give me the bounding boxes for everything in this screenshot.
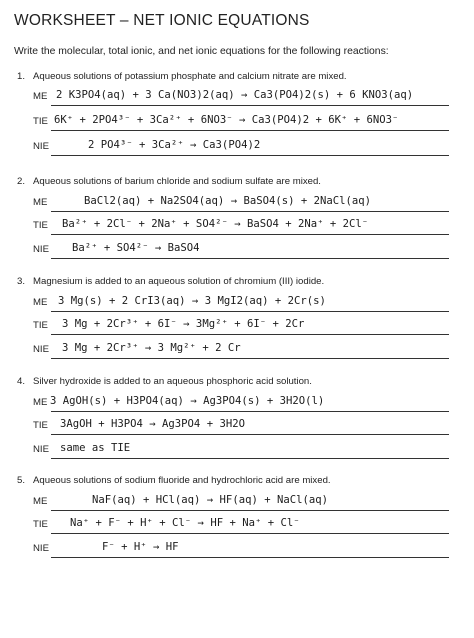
problem-number: 2. (17, 176, 26, 187)
problem-number: 3. (17, 276, 26, 287)
problem-text: Aqueous solutions of potassium phosphate and calcium nitrate are mixed. (33, 71, 347, 82)
answer-line (51, 458, 449, 459)
net-ionic-equation: 3 Mg + 2Cr³⁺ → 3 Mg²⁺ + 2 Cr (62, 342, 241, 354)
problem-number: 4. (17, 376, 26, 387)
tie-label: TIE (33, 420, 48, 431)
me-row (0, 291, 474, 315)
tie-row (0, 513, 474, 537)
problem-number: 5. (17, 475, 26, 486)
net-ionic-equation: Ba²⁺ + SO4²⁻ → BaSO4 (72, 242, 200, 254)
tie-row (0, 214, 474, 238)
me-row (0, 391, 474, 415)
problem-prompt (17, 376, 312, 387)
tie-label: TIE (33, 116, 48, 127)
nie-row (0, 537, 474, 561)
molecular-equation: 2 K3PO4(aq) + 3 Ca(NO3)2(aq) → Ca3(PO4)2(s) + 6 KNO3(aq) (56, 89, 414, 101)
nie-label: NIE (33, 344, 49, 355)
me-row (0, 490, 474, 514)
tie-label: TIE (33, 320, 48, 331)
net-ionic-equation: 2 PO4³⁻ + 3Ca²⁺ → Ca3(PO4)2 (88, 139, 261, 151)
me-label: ME (33, 496, 48, 507)
answer-line (51, 358, 449, 359)
nie-label: NIE (33, 543, 49, 554)
answer-line (51, 211, 449, 212)
total-ionic-equation: Ba²⁺ + 2Cl⁻ + 2Na⁺ + SO4²⁻ → BaSO4 + 2Na⁺ + 2Cl⁻ (62, 218, 369, 230)
total-ionic-equation: 3 Mg + 2Cr³⁺ + 6I⁻ → 3Mg²⁺ + 6I⁻ + 2Cr (62, 318, 305, 330)
worksheet-title: WORKSHEET – NET IONIC EQUATIONS (14, 12, 310, 29)
problem-number: 1. (17, 71, 26, 82)
me-row (0, 191, 474, 215)
answer-line (51, 105, 449, 106)
answer-line (51, 234, 449, 235)
molecular-equation: 3 Mg(s) + 2 CrI3(aq) → 3 MgI2(aq) + 2Cr(s) (58, 295, 326, 307)
nie-label: NIE (33, 141, 49, 152)
problem-prompt (17, 176, 321, 187)
answer-line (51, 311, 449, 312)
problem-text: Aqueous solutions of barium chloride and sodium sulfate are mixed. (33, 176, 321, 187)
problem-text: Aqueous solutions of sodium fluoride and hydrochloric acid are mixed. (33, 475, 331, 486)
tie-row (0, 414, 474, 438)
tie-label: TIE (33, 519, 48, 530)
problem-prompt (17, 475, 331, 486)
answer-line (51, 334, 449, 335)
problem-prompt (17, 71, 347, 82)
molecular-equation: NaF(aq) + HCl(aq) → HF(aq) + NaCl(aq) (92, 494, 328, 506)
nie-row (0, 238, 474, 262)
me-label: ME (33, 91, 48, 102)
nie-row (0, 338, 474, 362)
me-label: ME (33, 297, 48, 308)
answer-line (51, 533, 449, 534)
nie-label: NIE (33, 444, 49, 455)
instructions: Write the molecular, total ionic, and net ionic equations for the following reactions: (14, 46, 389, 57)
problem-text: Silver hydroxide is added to an aqueous phosphoric acid solution. (33, 376, 312, 387)
problem-text: Magnesium is added to an aqueous solution of chromium (III) iodide. (33, 276, 325, 287)
total-ionic-equation: 6K⁺ + 2PO4³⁻ + 3Ca²⁺ + 6NO3⁻ → Ca3(PO4)2 + 6K⁺ + 6NO3⁻ (54, 114, 399, 126)
net-ionic-equation: same as TIE (60, 442, 131, 454)
answer-line (51, 258, 449, 259)
total-ionic-equation: Na⁺ + F⁻ + H⁺ + Cl⁻ → HF + Na⁺ + Cl⁻ (70, 517, 300, 529)
answer-line (51, 434, 449, 435)
answer-line (51, 155, 449, 156)
molecular-equation: BaCl2(aq) + Na2SO4(aq) → BaSO4(s) + 2NaCl(aq) (84, 195, 372, 207)
me-label: ME (33, 397, 48, 408)
nie-row (0, 438, 474, 462)
tie-row (0, 110, 474, 134)
total-ionic-equation: 3AgOH + H3PO4 → Ag3PO4 + 3H2O (60, 418, 245, 430)
net-ionic-equation: F⁻ + H⁺ → HF (102, 541, 179, 553)
answer-line (51, 557, 449, 558)
nie-label: NIE (33, 244, 49, 255)
nie-row (0, 135, 474, 159)
molecular-equation: 3 AgOH(s) + H3PO4(aq) → Ag3PO4(s) + 3H2O(l) (50, 395, 325, 407)
tie-label: TIE (33, 220, 48, 231)
answer-line (51, 510, 449, 511)
answer-line (51, 411, 449, 412)
me-row (0, 85, 474, 109)
tie-row (0, 314, 474, 338)
problem-prompt (17, 276, 324, 287)
me-label: ME (33, 197, 48, 208)
answer-line (51, 130, 449, 131)
